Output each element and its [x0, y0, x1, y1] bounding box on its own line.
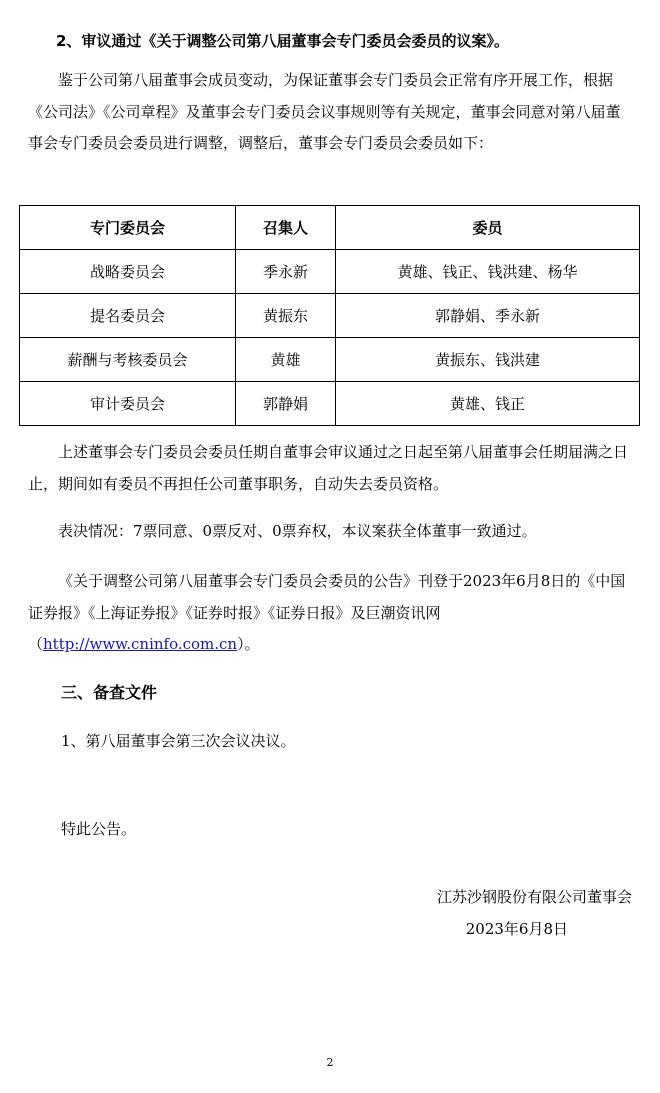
- paren-open: （: [28, 635, 44, 654]
- vote-paragraph: 表决情况：7票同意、0票反对、0票弃权，本议案获全体董事一致通过。: [58, 522, 537, 540]
- closing-text: 特此公告。: [61, 820, 137, 838]
- committee-name: 战略委员会: [20, 250, 236, 294]
- reference-item: 1、第八届董事会第三次会议决议。: [61, 732, 296, 750]
- convener: 郭静娟: [236, 382, 336, 426]
- section2-title: 2、审议通过《关于调整公司第八届董事会专门委员会委员的议案》。: [56, 32, 509, 50]
- section3-title: 三、备查文件: [61, 683, 158, 702]
- announcement-paragraph: [28, 566, 632, 661]
- convener: 黄雄: [236, 338, 336, 382]
- table-row: [20, 250, 640, 294]
- convener: 季永新: [236, 250, 336, 294]
- committee-name: 审计委员会: [20, 382, 236, 426]
- committee-table: [19, 205, 640, 426]
- committee-name: 提名委员会: [20, 294, 236, 338]
- header-members: 委员: [336, 206, 640, 250]
- cninfo-link[interactable]: http://www.cninfo.com.cn: [43, 635, 238, 654]
- page-number: 2: [326, 1056, 334, 1069]
- table-row: [20, 338, 640, 382]
- term-paragraph: 上述董事会专门委员会委员任期自董事会审议通过之日起至第八届董事会任期届满之日止，期间如有委员不再担任公司董事职务，自动失去委员资格。: [28, 443, 629, 493]
- paren-close: ）。: [237, 635, 260, 654]
- intro-paragraph: 鉴于公司第八届董事会成员变动，为保证董事会专门委员会正常有序开展工作，根据《公司法》《公司章程》及董事会专门委员会议事规则等有关规定，董事会同意对第八届董事会专门委员会委员进行调整，调整后，董事会专门委员会委员如下：: [28, 71, 621, 153]
- header-committee: 专门委员会: [20, 206, 236, 250]
- signature-date: 2023年6月8日: [465, 920, 568, 938]
- signature-company: 江苏沙钢股份有限公司董事会: [436, 888, 632, 906]
- table-header-row: [20, 206, 640, 250]
- header-convener: 召集人: [236, 206, 336, 250]
- table-row: [20, 294, 640, 338]
- members: 郭静娟、季永新: [336, 294, 640, 338]
- table-row: [20, 382, 640, 426]
- convener: 黄振东: [236, 294, 336, 338]
- announcement-text: 《关于调整公司第八届董事会专门委员会委员的公告》刊登于2023年6月8日的《中国证券报》《上海证券报》《证券时报》《证券日报》及巨潮资讯网: [28, 572, 626, 622]
- committee-name: 薪酬与考核委员会: [20, 338, 236, 382]
- members: 黄振东、钱洪建: [336, 338, 640, 382]
- members: 黄雄、钱正、钱洪建、杨华: [336, 250, 640, 294]
- members: 黄雄、钱正: [336, 382, 640, 426]
